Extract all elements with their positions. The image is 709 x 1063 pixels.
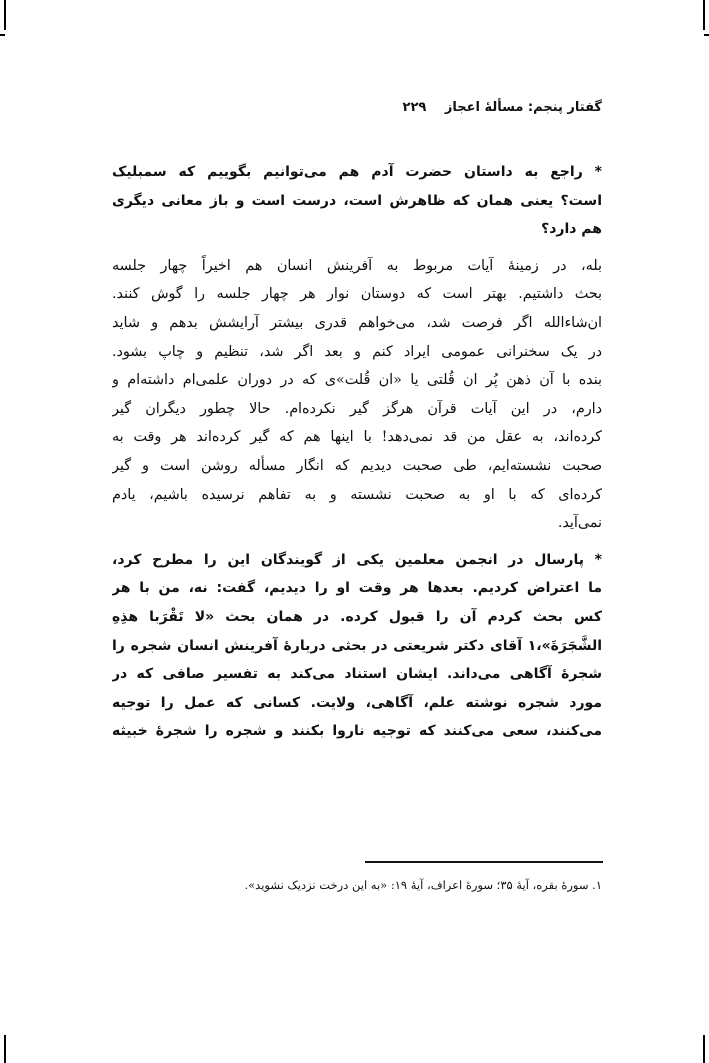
text-line: است؟ یعنی همان که ظاهرش است، درست است و باز معانی دیگری [112, 192, 602, 209]
question-paragraph-1 [112, 158, 602, 244]
text-line: می‌کنند، سعی می‌کنند که توجیه ناروا بکنند و شجره را شجرهٔ خبیثه [112, 723, 602, 740]
text-line: بنده با آن ذهن پُر ان قُلتی یا «ان قُلت»ی که در دوران علمی‌ام داشته‌ام و [112, 372, 602, 389]
footnote-divider [365, 861, 603, 863]
text-line: کرده‌ای که با او به صحبت نشسته و به تفاهم نرسیده باشیم، یادم [112, 486, 602, 503]
crop-mark-top-right-horizontal [704, 34, 709, 36]
page-number: ۲۲۹ [402, 100, 427, 115]
text-line: نمی‌آید. [557, 515, 602, 532]
question-paragraph-2 [112, 546, 602, 746]
book-page [112, 96, 602, 746]
text-line: الشَّجَرَةَ»،۱ آقای دکتر شریعتی در بحثی دربارهٔ آفرینش انسان شجره را [112, 637, 602, 654]
running-header [112, 96, 602, 120]
text-line: ما اعتراض کردیم. بعدها هر وقت او را دیدیم، گفت: نه، من با هر [112, 580, 602, 597]
crop-mark-top-right-vertical [703, 0, 705, 30]
footnote: ۱. سورهٔ بقره، آیهٔ ۳۵؛ سورهٔ اعراف، آیهٔ ۱۹: «به این درخت نزدیک نشوید». [244, 878, 602, 892]
text-line: بحث داشتیم. بهتر است که دوستان نوار هر چهار جلسه را گوش کنند. [112, 286, 602, 303]
chapter-title: گفتار پنجم: مسألهٔ اعجاز [444, 100, 602, 115]
crop-mark-bottom-left-vertical [4, 1035, 6, 1063]
crop-mark-top-left-horizontal [0, 34, 5, 36]
text-line: مورد شجره نوشته علم، آگاهی، ولایت. کسانی که عمل را توجیه [112, 694, 602, 711]
text-line: * راجع به داستان حضرت آدم هم می‌توانیم بگوییم که سمبلیک [112, 164, 602, 180]
text-line: صحبت نشسته‌ایم، طی صحبت دیدیم که انگار مسأله روشن است و گیر [112, 457, 602, 474]
text-line: بله، در زمینهٔ آیات مربوط به آفرینش انسان هم اخیراً چهار جلسه [112, 257, 602, 274]
text-line: هم دارد؟ [541, 221, 602, 238]
text-line: دارم، در این آیات قرآن هرگز گیر نکرده‌ام. حالا چطور دیگران گیر [112, 400, 602, 417]
crop-mark-bottom-right-vertical [703, 1035, 705, 1063]
text-line: * پارسال در انجمن معلمین یکی از گویندگان این را مطرح کرد، [112, 551, 602, 568]
answer-paragraph [112, 252, 602, 538]
crop-mark-top-left-vertical [4, 0, 6, 30]
text-line: شجرهٔ آگاهی می‌داند. ایشان استناد می‌کند به تفسیر صافی که در [112, 666, 602, 683]
text-line: در یک سخنرانی عمومی ایراد کنم و بعد اگر شد، تنظیم و چاپ بشود. [112, 343, 602, 360]
text-line: کس بحث کردم آن را قبول کرده. در همان بحث «لا تَقْرَبا هذِهِ [112, 608, 602, 625]
text-line: ان‌شاءالله اگر فرصت شد، می‌خواهم قدری بیشتر آرایشش بدهم و شاید [112, 314, 602, 331]
text-line: کرده‌اند، به عقل من قد نمی‌دهد! با اینها هم که گیر کرده‌اند هر وقت به [112, 429, 602, 446]
